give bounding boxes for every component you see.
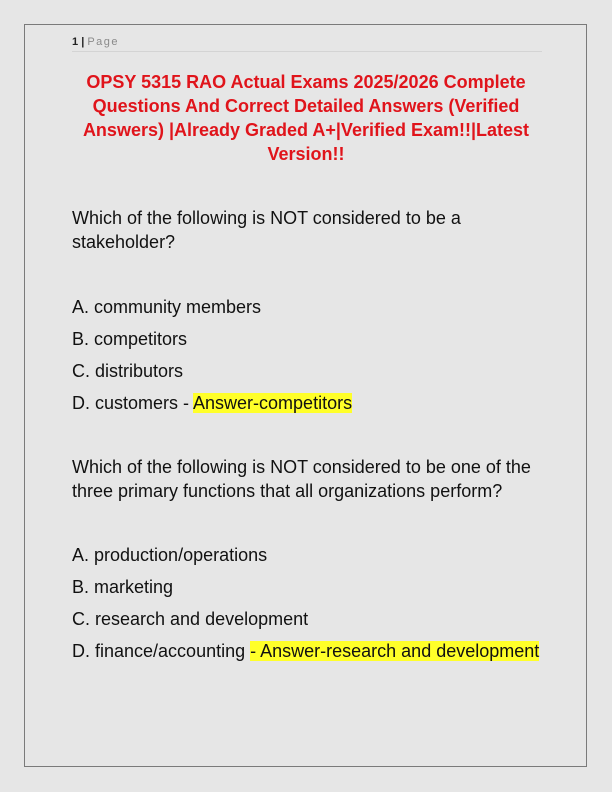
- page-separator: |: [81, 36, 85, 48]
- question-1-answer: Answer-competitors: [193, 393, 353, 413]
- page-number: 1: [72, 36, 79, 48]
- question-2-option-a: A. production/operations: [72, 545, 268, 565]
- question-1-option-d-row: [72, 391, 352, 415]
- question-2-text: Which of the following is NOT considered to be one of the three primary functions that all organizations perform?: [72, 457, 531, 501]
- question-1-option-c: C. distributors: [72, 361, 184, 381]
- page-label: Page: [87, 36, 120, 48]
- question-2-option-d-row: [72, 639, 539, 663]
- document-title: OPSY 5315 RAO Actual Exams 2025/2026 Complete Questions And Correct Detailed Answers (Verified Answers) |Already Graded A+|Verified Exam!!|Latest Version!!: [82, 72, 530, 164]
- question-1-text: Which of the following is NOT considered to be a stakeholder?: [72, 208, 461, 252]
- question-1-option-a: A. community members: [72, 297, 262, 317]
- question-1-option-b: B. competitors: [72, 329, 188, 349]
- question-2-option-c: C. research and development: [72, 609, 309, 629]
- question-2-option-b: B. marketing: [72, 577, 174, 597]
- question-2-answer: - Answer-research and development: [250, 641, 540, 661]
- question-2-option-d: D. finance/accounting: [72, 641, 251, 661]
- question-1-option-d: D. customers -: [72, 393, 194, 413]
- page-header: [72, 36, 542, 52]
